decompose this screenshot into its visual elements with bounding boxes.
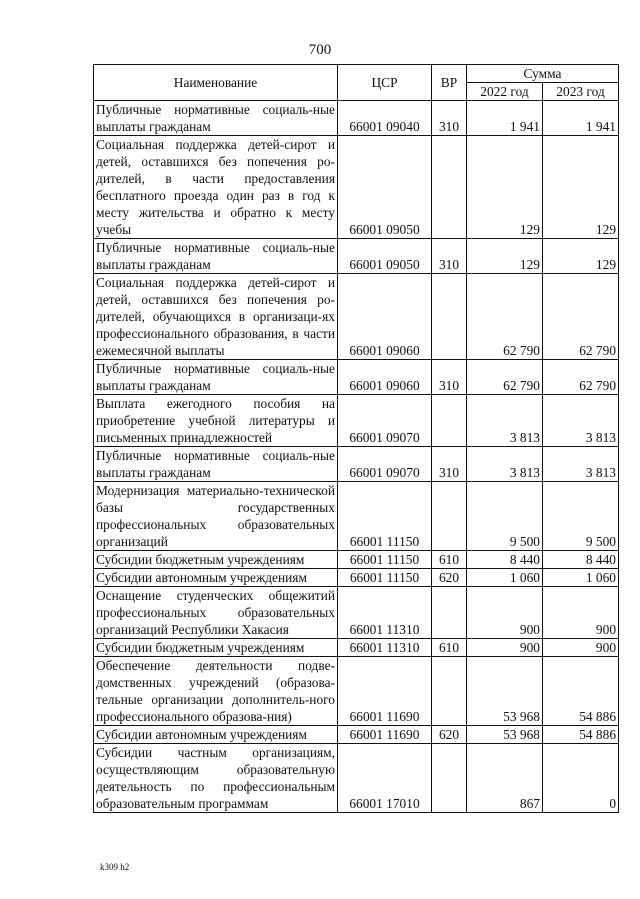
table-row [94,726,619,744]
row-amount-2022: 53 968 [467,726,543,744]
footer-code: k309 h2 [100,862,130,872]
row-csr: 66001 11310 [338,639,432,657]
row-csr: 66001 17010 [338,744,432,813]
row-amount-2023: 0 [543,744,619,813]
table-row [94,360,619,395]
row-vr: 310 [432,239,467,274]
row-name: Выплата ежегодного пособия на приобретение учебной литературы и письменных принадлежностей [94,395,338,447]
row-amount-2023: 1 060 [543,569,619,587]
row-amount-2022: 3 813 [467,447,543,482]
row-csr: 66001 11690 [338,726,432,744]
row-csr: 66001 09070 [338,447,432,482]
row-amount-2023: 54 886 [543,657,619,726]
row-csr: 66001 11310 [338,587,432,639]
table-row [94,587,619,639]
header-vr: ВР [432,65,467,101]
row-amount-2022: 129 [467,239,543,274]
header-sum: Сумма [467,65,619,83]
row-amount-2022: 1 941 [467,101,543,136]
row-csr: 66001 09050 [338,136,432,239]
table-row [94,395,619,447]
row-name: Социальная поддержка детей-сирот и детей, оставшихся без попечения ро-дителей, в части предоставления бесплатного проезда один раз в год к месту жительства и обратно к месту учебы [94,136,338,239]
row-csr: 66001 09050 [338,239,432,274]
row-vr: 620 [432,726,467,744]
row-amount-2023: 129 [543,239,619,274]
row-vr: 310 [432,360,467,395]
row-name: Субсидии бюджетным учреждениям [94,551,338,569]
row-csr: 66001 09060 [338,360,432,395]
row-vr: 610 [432,639,467,657]
row-name: Субсидии автономным учреждениям [94,569,338,587]
row-amount-2022: 867 [467,744,543,813]
row-amount-2022: 3 813 [467,395,543,447]
table-header [94,65,619,101]
row-amount-2023: 8 440 [543,551,619,569]
row-name: Субсидии автономным учреждениям [94,726,338,744]
table-row [94,569,619,587]
row-name: Обеспечение деятельности подве-домственных учреждений (образова-тельные организации дополнитель-ного профессионального образова-ния) [94,657,338,726]
row-vr [432,657,467,726]
row-amount-2023: 900 [543,587,619,639]
table-row [94,447,619,482]
row-vr: 620 [432,569,467,587]
row-name: Публичные нормативные социаль-ные выплаты гражданам [94,101,338,136]
row-vr [432,136,467,239]
row-csr: 66001 11690 [338,657,432,726]
row-csr: 66001 11150 [338,551,432,569]
row-amount-2023: 129 [543,136,619,239]
row-name: Публичные нормативные социаль-ные выплаты гражданам [94,360,338,395]
row-name: Субсидии частным организациям, осуществляющим образовательную деятельность по профессиональным образовательным программам [94,744,338,813]
row-vr: 610 [432,551,467,569]
budget-table [93,64,619,813]
row-amount-2023: 3 813 [543,395,619,447]
row-amount-2023: 900 [543,639,619,657]
table-row [94,657,619,726]
row-name: Оснащение студенческих общежитий профессиональных образовательных организаций Республики Хакасия [94,587,338,639]
row-csr: 66001 09040 [338,101,432,136]
row-name: Публичные нормативные социаль-ные выплаты гражданам [94,447,338,482]
row-vr [432,587,467,639]
row-amount-2022: 900 [467,587,543,639]
row-amount-2022: 62 790 [467,360,543,395]
header-2022: 2022 год [467,83,543,101]
row-amount-2022: 53 968 [467,657,543,726]
table-row [94,274,619,360]
table-row [94,482,619,551]
row-amount-2023: 62 790 [543,360,619,395]
row-amount-2022: 1 060 [467,569,543,587]
table-body [94,101,619,813]
row-amount-2023: 54 886 [543,726,619,744]
table-row [94,136,619,239]
row-name: Публичные нормативные социаль-ные выплаты гражданам [94,239,338,274]
row-amount-2022: 62 790 [467,274,543,360]
header-name: Наименование [94,65,338,101]
row-vr: 310 [432,101,467,136]
row-vr [432,744,467,813]
row-vr [432,482,467,551]
table-row [94,744,619,813]
row-amount-2023: 1 941 [543,101,619,136]
row-amount-2022: 9 500 [467,482,543,551]
row-amount-2022: 900 [467,639,543,657]
header-2023: 2023 год [543,83,619,101]
row-csr: 66001 09070 [338,395,432,447]
row-name: Модернизация материально-технической базы государственных профессиональных образовательных организаций [94,482,338,551]
row-csr: 66001 11150 [338,569,432,587]
row-amount-2022: 129 [467,136,543,239]
row-amount-2023: 3 813 [543,447,619,482]
header-csr: ЦСР [338,65,432,101]
row-name: Социальная поддержка детей-сирот и детей, оставшихся без попечения ро-дителей, обучающихся в организаци-ях профессионального образования, в части ежемесячной выплаты [94,274,338,360]
row-amount-2022: 8 440 [467,551,543,569]
table-row [94,101,619,136]
table-row [94,239,619,274]
row-csr: 66001 11150 [338,482,432,551]
row-name: Субсидии бюджетным учреждениям [94,639,338,657]
table-row [94,551,619,569]
row-vr [432,395,467,447]
page-number: 700 [308,42,332,58]
row-vr [432,274,467,360]
row-csr: 66001 09060 [338,274,432,360]
table-row [94,639,619,657]
row-vr: 310 [432,447,467,482]
row-amount-2023: 9 500 [543,482,619,551]
row-amount-2023: 62 790 [543,274,619,360]
